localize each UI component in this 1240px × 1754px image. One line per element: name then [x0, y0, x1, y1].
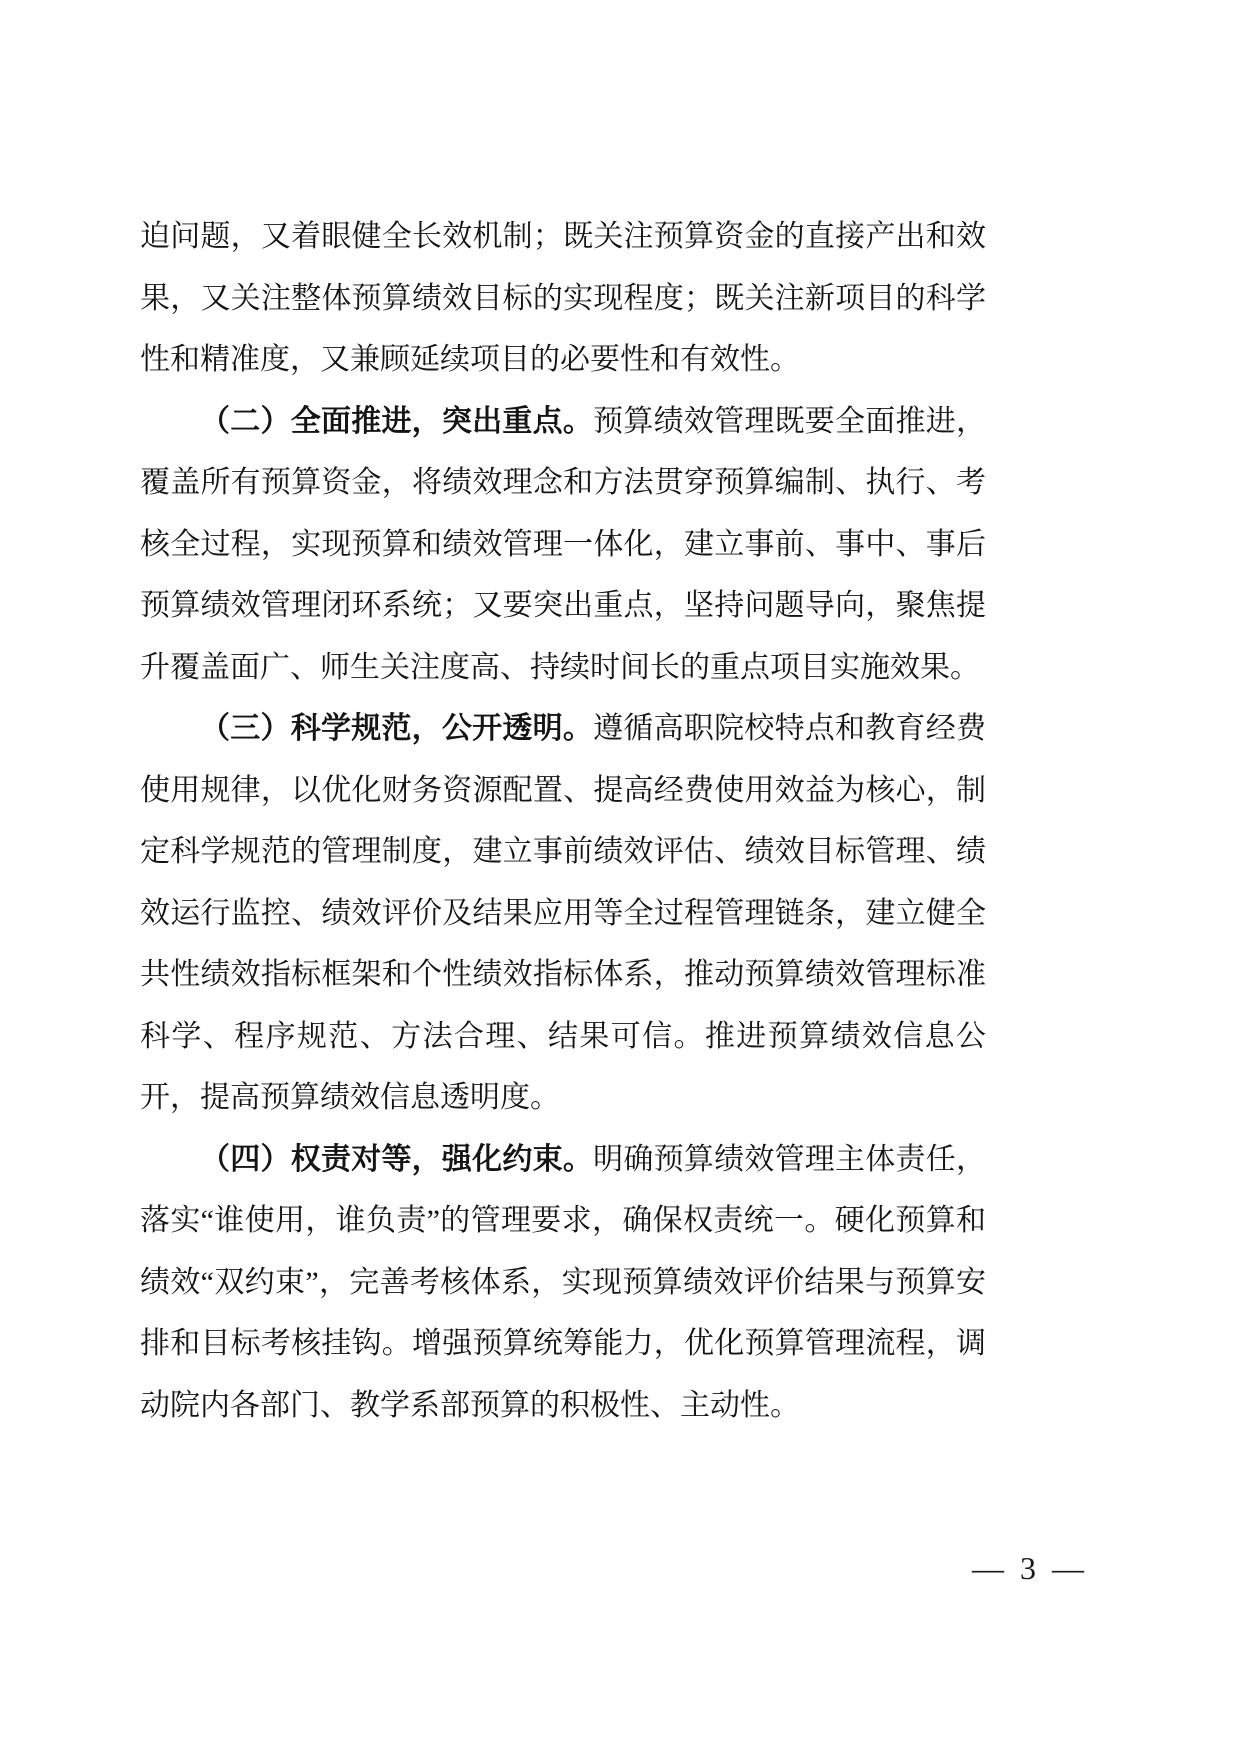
paragraph-text: 明确预算绩效管理主体责任，落实“谁使用，谁负责”的管理要求，确保权责统一。硬化预算和绩效“双约束”，完善考核体系，实现预算绩效评价结果与预算安排和目标考核挂钩。增强预算统筹能力，优化预算管理流程，调动院内各部门、教学系部预算的积极性、主动性。 [140, 1142, 987, 1422]
paragraph-text: 预算绩效管理既要全面推进，覆盖所有预算资金，将绩效理念和方法贯穿预算编制、执行、考核全过程，实现预算和绩效管理一体化，建立事前、事中、事后预算绩效管理闭环系统；又要突出重点，坚持问题导向，聚焦提升覆盖面广、师生关注度高、持续时间长的重点项目实施效果。 [140, 404, 987, 684]
document-body [140, 206, 986, 1436]
paragraph-item-2 [140, 391, 986, 699]
page-number: — 3 — [972, 1550, 1088, 1586]
paragraph-item-3 [140, 698, 986, 1129]
paragraph-continuation [140, 206, 986, 391]
paragraph-text: 迫问题，又着眼健全长效机制；既关注预算资金的直接产出和效果，又关注整体预算绩效目标的实现程度；既关注新项目的科学性和精准度，又兼顾延续项目的必要性和有效性。 [140, 220, 986, 376]
paragraph-item-4 [140, 1129, 986, 1437]
paragraph-heading: （二）全面推进，突出重点。 [200, 404, 594, 438]
paragraph-text: 遵循高职院校特点和教育经费使用规律，以优化财务资源配置、提高经费使用效益为核心，制定科学规范的管理制度，建立事前绩效评估、绩效目标管理、绩效运行监控、绩效评价及结果应用等全过程管理链条，建立健全共性绩效指标框架和个性绩效指标体系，推动预算绩效管理标准科学、程序规范、方法合理、结果可信。推进预算绩效信息公开，提高预算绩效信息透明度。 [140, 712, 987, 1114]
paragraph-heading: （三）科学规范，公开透明。 [200, 712, 594, 745]
paragraph-heading: （四）权责对等，强化约束。 [200, 1142, 594, 1176]
